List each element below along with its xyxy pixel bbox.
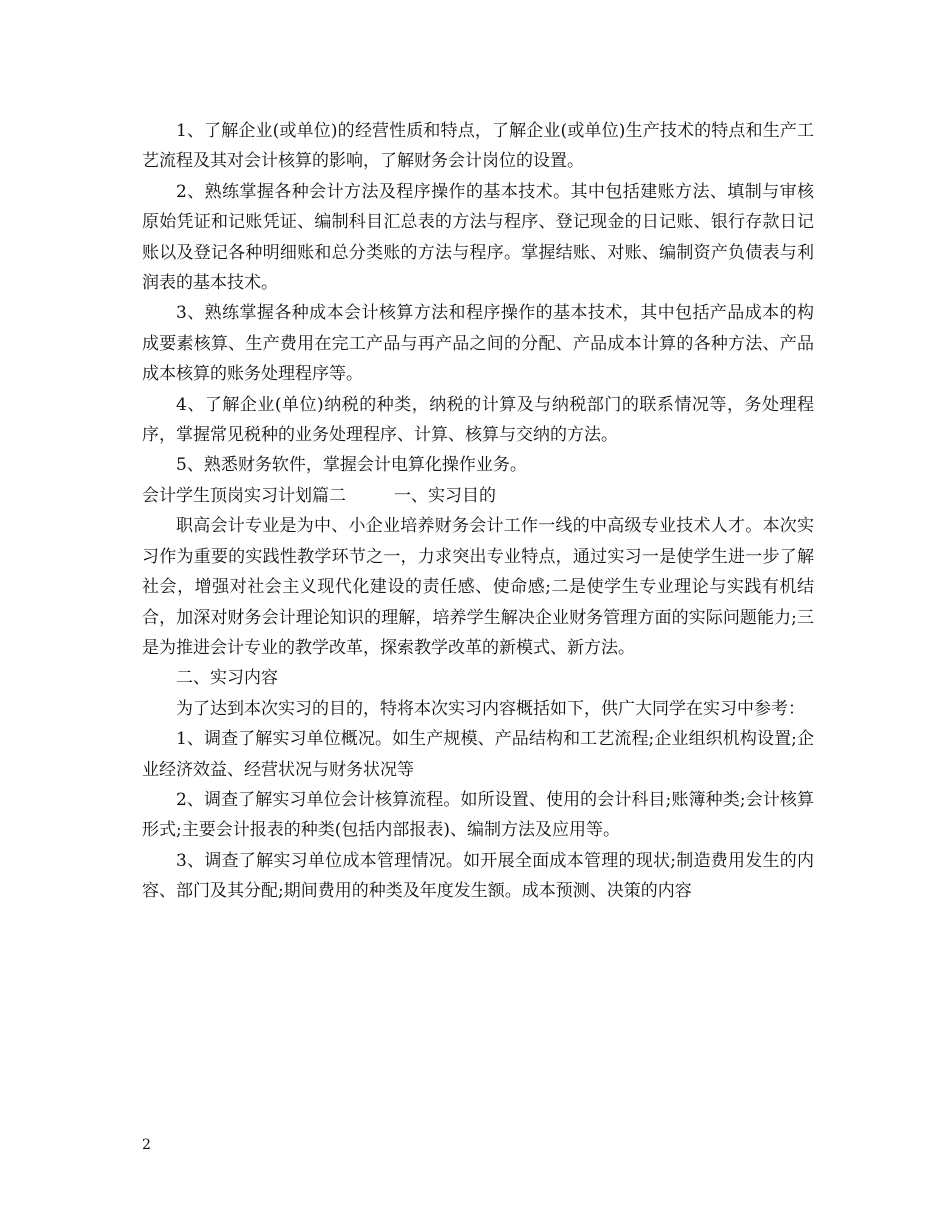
document-body [142, 116, 814, 907]
paragraph: 3、熟练掌握各种成本会计核算方法和程序操作的基本技术，其中包括产品成本的构成要素核算、生产费用在完工产品与再产品之间的分配、产品成本计算的各种方法、产品成本核算的账务处理程序等。 [142, 303, 814, 385]
paragraph: 2、调查了解实习单位会计核算流程。如所设置、使用的会计科目;账簿种类;会计核算形式;主要会计报表的种类(包括内部报表)、编制方法及应用等。 [142, 789, 814, 841]
paragraph: 4、了解企业(单位)纳税的种类，纳税的计算及与纳税部门的联系情况等，务处理程序，掌握常见税种的业务处理程序、计算、核算与交纳的方法。 [142, 394, 814, 446]
paragraph: 3、调查了解实习单位成本管理情况。如开展全面成本管理的现状;制造费用发生的内容、部门及其分配;期间费用的种类及年度发生额。成本预测、决策的内容 [142, 850, 814, 902]
paragraph: 5、熟悉财务软件，掌握会计电算化操作业务。 [176, 455, 527, 476]
page-number: 2 [142, 1137, 151, 1153]
paragraph: 2、熟练掌握各种会计方法及程序操作的基本技术。其中包括建账方法、填制与审核原始凭证和记账凭证、编制科目汇总表的方法与程序、登记现金的日记账、银行存款日记账以及登记各种明细账和总分类账的方法与程序。掌握结账、对账、编制资产负债表与利润表的基本技术。 [142, 181, 814, 294]
section-subheading: 二、实习内容 [176, 668, 278, 689]
section-heading-line [142, 481, 814, 511]
section-title: 会计学生顶岗实习计划篇二 [142, 485, 346, 506]
paragraph: 1、调查了解实习单位概况。如生产规模、产品结构和工艺流程;企业组织机构设置;企业经济效益、经营状况与财务状况等 [142, 729, 814, 780]
paragraph: 1、了解企业(或单位)的经营性质和特点，了解企业(或单位)生产技术的特点和生产工艺流程及其对会计核算的影响，了解财务会计岗位的设置。 [142, 121, 814, 172]
paragraph: 为了达到本次实习的目的，特将本次实习内容概括如下，供广大同学在实习中参考： [176, 698, 805, 719]
paragraph: 职高会计专业是为中、小企业培养财务会计工作一线的中高级专业技术人才。本次实习作为重要的实践性教学环节之一，力求突出专业特点，通过实习一是使学生进一步了解社会，增强对社会主义现代化建设的责任感、使命感;二是使学生专业理论与实践有机结合，加深对财务会计理论知识的理解，培养学生解决企业财务管理方面的实际问题能力;三是为推进会计专业的教学改革，探索教学改革的新模式、新方法。 [142, 516, 814, 658]
section-subtitle: 一、实习目的 [394, 485, 496, 506]
